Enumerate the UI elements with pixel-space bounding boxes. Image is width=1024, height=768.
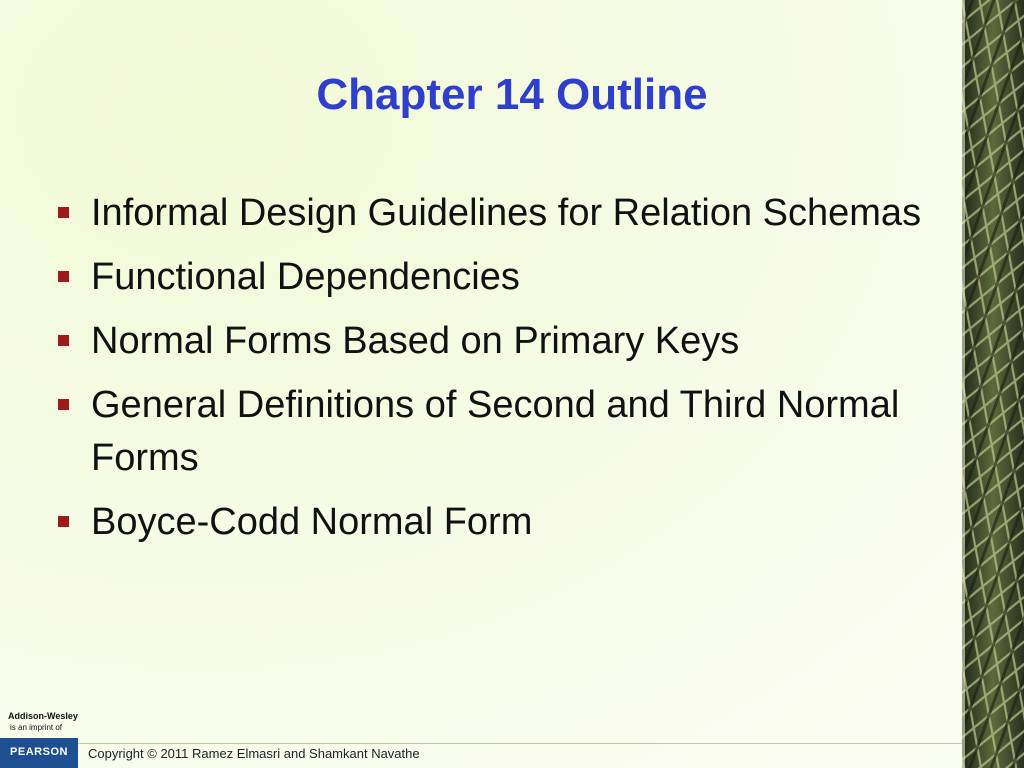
- square-bullet-icon: [58, 335, 69, 346]
- bullet-text: Informal Design Guidelines for Relation Schemas: [91, 192, 922, 234]
- bullet-item: [54, 379, 934, 485]
- bullet-item: [54, 315, 934, 368]
- publisher-logo: [0, 708, 78, 768]
- bullet-item: [54, 187, 934, 240]
- imprint-label: is an imprint of: [10, 723, 63, 732]
- pearson-logo: [0, 738, 78, 768]
- square-bullet-icon: [58, 271, 69, 282]
- addison-wesley-label: Addison-Wesley: [8, 711, 78, 721]
- bullet-text: Normal Forms Based on Primary Keys: [91, 320, 740, 362]
- square-bullet-icon: [58, 207, 69, 218]
- bullet-text: Boyce-Codd Normal Form: [91, 501, 533, 543]
- bullet-item: [54, 496, 934, 549]
- bullet-item: [54, 251, 934, 304]
- copyright-text: Copyright © 2011 Ramez Elmasri and Shamkant Navathe: [88, 746, 420, 761]
- pearson-logo-text: PEARSON: [10, 746, 68, 758]
- slide-title: Chapter 14 Outline: [316, 70, 708, 119]
- bullet-text: Functional Dependencies: [91, 256, 520, 298]
- bullet-text: General Definitions of Second and Third Normal Forms: [91, 384, 900, 479]
- lattice-pattern-icon: [962, 0, 1024, 768]
- square-bullet-icon: [58, 399, 69, 410]
- bullet-list: [54, 187, 934, 560]
- decorative-photo-strip: [962, 0, 1024, 768]
- square-bullet-icon: [58, 516, 69, 527]
- footer-divider: [78, 743, 962, 744]
